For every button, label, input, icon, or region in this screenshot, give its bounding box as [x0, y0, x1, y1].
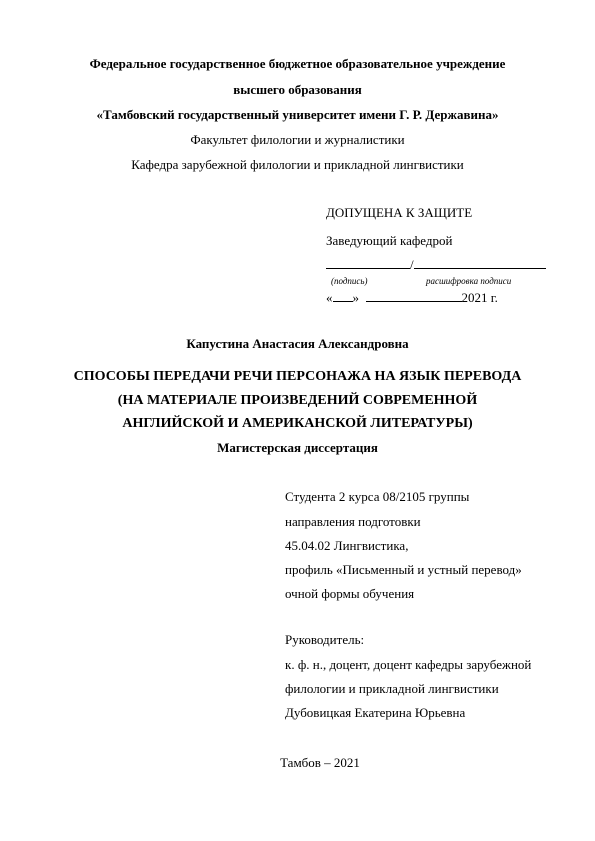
supervisor-name: Дубовицкая Екатерина Юрьевна	[285, 705, 466, 720]
student-direction-code: 45.04.02 Лингвистика,	[285, 538, 409, 553]
date-close-quote: »	[352, 290, 359, 305]
thesis-title-line-3: АНГЛИЙСКОЙ И АМЕРИКАНСКОЙ ЛИТЕРАТУРЫ)	[122, 416, 473, 431]
thesis-title-line-1: СПОСОБЫ ПЕРЕДАЧИ РЕЧИ ПЕРСОНАЖА НА ЯЗЫК ПЕРЕВОДА	[73, 369, 522, 384]
decoding-blank	[414, 256, 546, 269]
decoding-caption: расшифровка подписи	[426, 276, 512, 286]
date-open-quote: «	[326, 290, 333, 305]
signature-slash: /	[410, 257, 414, 272]
student-course-group: Студента 2 курса 08/2105 группы	[285, 489, 470, 504]
approval-year: 2021 г.	[461, 290, 498, 305]
institution-line-2: высшего образования	[233, 82, 362, 97]
head-of-department-label: Заведующий кафедрой	[326, 233, 453, 248]
signature-line	[326, 256, 546, 273]
thesis-title-line-2: (НА МАТЕРИАЛЕ ПРОИЗВЕДЕНИЙ СОВРЕМЕННОЙ	[117, 393, 478, 408]
admitted-label: ДОПУЩЕНА К ЗАЩИТЕ	[326, 205, 473, 220]
work-type: Магистерская диссертация	[217, 440, 378, 455]
supervisor-position-1: к. ф. н., доцент, доцент кафедры зарубежной	[285, 657, 532, 672]
signature-blank	[326, 256, 410, 269]
institution-line-1: Федеральное государственное бюджетное образовательное учреждение	[89, 56, 506, 71]
department-name: Кафедра зарубежной филологии и прикладной лингвистики	[131, 157, 464, 172]
university-name: «Тамбовский государственный университет имени Г. Р. Державина»	[96, 107, 499, 122]
faculty-name: Факультет филологии и журналистики	[190, 132, 405, 147]
day-blank	[333, 289, 353, 302]
month-blank	[366, 289, 462, 302]
student-direction-label: направления подготовки	[285, 514, 421, 529]
student-profile: профиль «Письменный и устный перевод»	[285, 562, 522, 577]
supervisor-label: Руководитель:	[285, 632, 365, 647]
author-name: Капустина Анастасия Александровна	[186, 336, 409, 351]
approval-date	[326, 289, 498, 306]
student-study-form: очной формы обучения	[285, 586, 415, 601]
city-year: Тамбов – 2021	[280, 755, 360, 770]
signature-caption: (подпись)	[331, 276, 368, 286]
supervisor-position-2: филологии и прикладной лингвистики	[285, 681, 499, 696]
